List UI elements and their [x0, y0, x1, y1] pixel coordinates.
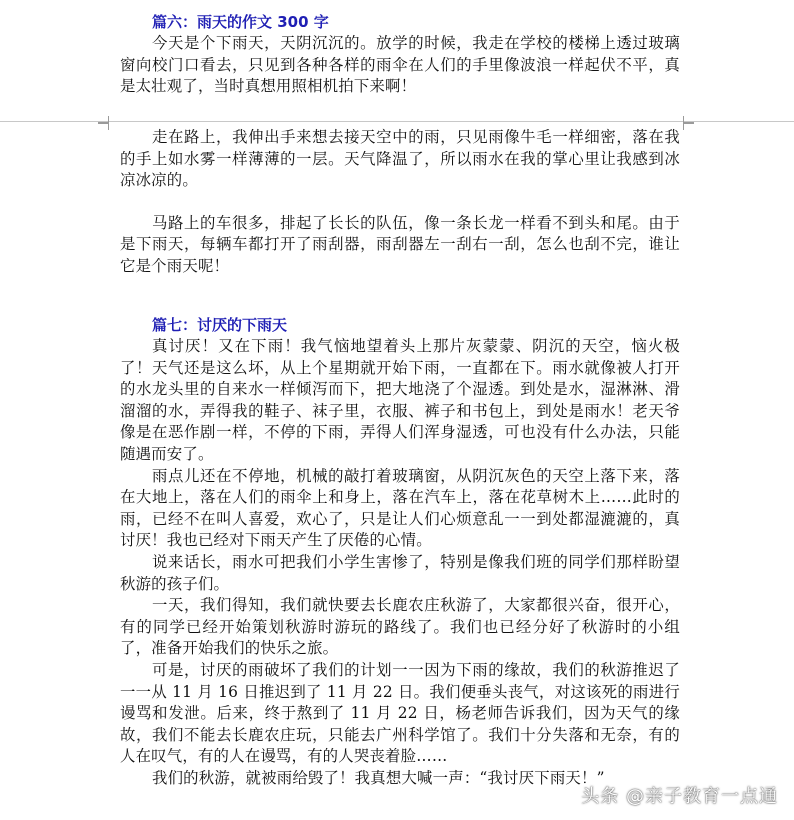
- section-7-heading: 篇七：讨厌的下雨天: [152, 316, 288, 334]
- paragraph: 一天，我们得知，我们就快要去长鹿农庄秋游了，大家都很兴奋，很开心，有的同学已经开始策划秋游时游玩的路线了。我们也已经分好了秋游时的小组了，准备开始我们的快乐之旅。: [120, 596, 680, 658]
- paragraph: 我们的秋游，就被雨给毁了！我真想大喊一声：“我讨厌下雨天！”: [152, 768, 605, 787]
- paragraph: 走在路上，我伸出手来想去接天空中的雨，只见雨像牛毛一样细密，落在我的手上如水雾一样薄薄的一层。天气降温了，所以雨水在我的掌心里让我感到冰凉冰凉的。: [120, 128, 680, 190]
- section-6-bottom: [120, 127, 680, 278]
- watermark-label: 头条 @亲子教育一点通: [581, 786, 778, 807]
- paragraph: 说来话长，雨水可把我们小学生害惨了，特别是像我们班的同学们那样盼望秋游的孩子们。: [120, 552, 680, 593]
- paragraph: 可是，讨厌的雨破坏了我们的计划一一因为下雨的缘故，我们的秋游推迟了一一从 11 月 16 日推迟到了 11 月 22 日。我们便垂头丧气，对这该死的雨进行谩骂和发泄。后来，终于熬到了 11 月 22 日，杨老师告诉我们，因为天气的缘故，我们不能去长鹿农庄玩，只能去广州科学馆了。我们十分失落和无奈，有的人在叹气，有的人在谩骂，有的人哭丧着脸……: [120, 660, 680, 766]
- section-6-top: [120, 11, 680, 98]
- section-6-heading: 篇六：雨天的作文 300 字: [152, 13, 329, 31]
- paragraph: 雨点儿还在不停地，机械的敲打着玻璃窗，从阴沉灰色的天空上落下来，落在大地上，落在人们的雨伞上和身上，落在汽车上，落在花草树木上……此时的雨，已经不在叫人喜爱，欢心了，只是让人们心烦意乱一一到处都湿漉漉的，真讨厌！我也已经对下雨天产生了厌倦的心情。: [120, 466, 680, 550]
- paragraph: 真讨厌！又在下雨！我气恼地望着头上那片灰蒙蒙、阴沉的天空，恼火极了！天气还是这么坏，从上个星期就开始下雨，一直都在下。雨水就像被人打开的水龙头里的自来水一样倾泻而下，把大地浇了个湿透。到处是水，湿淋淋、滑溜溜的水，弄得我的鞋子、袜子里，衣服、裤子和书包上，到处是雨水！老天爷像是在恶作剧一样，不停的下雨，弄得人们浑身湿透，可也没有什么办法，只能随遇而安了。: [120, 337, 680, 463]
- paragraph: 今天是个下雨天，天阴沉沉的。放学的时候，我走在学校的楼梯上透过玻璃窗向校门口看去，只见到各种各样的雨伞在人们的手里像波浪一样起伏不平，真是太壮观了，当时真想用照相机拍下来啊！: [120, 34, 680, 96]
- section-7: [120, 314, 680, 789]
- paragraph: 马路上的车很多，排起了长长的队伍，像一条长龙一样看不到头和尾。由于是下雨天，每辆车都打开了雨刮器，雨刮器左一刮右一刮，怎么也刮不完，谁让它是个雨天呢！: [120, 213, 680, 275]
